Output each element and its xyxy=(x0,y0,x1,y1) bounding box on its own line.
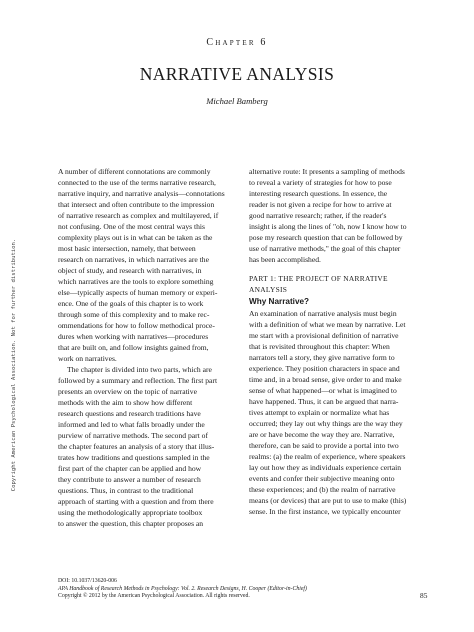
text-line: narrators tell a story, they give narrative form to xyxy=(249,353,395,362)
doi-line: DOI: 10.1037/13620-006 xyxy=(58,578,117,584)
text-line: therefore, can be said to provide a portal into two xyxy=(249,441,399,450)
left-column xyxy=(58,166,238,529)
citation-line: APA Handbook of Research Methods in Psychology: Vol. 2. Research Designs, H. Cooper (Editor-in-Chief) xyxy=(58,585,307,592)
text-line: means (or devices) that are put to use to make (this) xyxy=(249,496,407,505)
text-line: else—typically aspects of human memory or experi- xyxy=(58,288,218,297)
text-line: approach of starting with a question and from there xyxy=(58,497,214,506)
text-line: using the methodologically appropriate toolbox xyxy=(58,508,203,517)
text-line: lay out how they as individuals experience certain xyxy=(249,463,402,472)
text-line: the chapter features an analysis of a story that illus- xyxy=(58,442,215,451)
copyright-line: Copyright © 2012 by the American Psychological Association. All rights reserved. xyxy=(58,593,250,600)
text-line: followed by a summary and reflection. The first part xyxy=(58,376,218,385)
text-line: realms: (a) the realm of experience, where speakers xyxy=(249,452,406,461)
text-line: dures when working with narratives—procedures xyxy=(58,332,209,341)
text-line: occurred; they lay out why things are the way they xyxy=(249,419,403,428)
overview-paragraph xyxy=(58,364,238,529)
text-line: to reveal a variety of strategies for how to pose xyxy=(249,178,392,187)
author-name: Michael Bamberg xyxy=(206,96,268,106)
text-line: A number of different connotations are commonly xyxy=(58,167,211,176)
text-line: that is revisited throughout this chapter: When xyxy=(249,342,390,351)
text-line: with a definition of what we mean by narrative. Let xyxy=(249,320,406,329)
text-line: pose my research question that can be followed by xyxy=(249,233,403,242)
right-column xyxy=(249,166,432,517)
text-line: me start with a provisional definition of narrative xyxy=(249,331,399,340)
text-line: has been accomplished. xyxy=(249,255,321,264)
text-line: tives attempt to explain or normalize what has xyxy=(249,408,390,417)
text-line: reader is not given a recipe for how to arrive at xyxy=(249,200,392,209)
copyright-sidebar xyxy=(2,0,26,632)
text-line: methods with the aim to show how different xyxy=(58,398,193,407)
definition-paragraph xyxy=(249,308,432,517)
text-line: time and, in a broad sense, give order to and make xyxy=(249,375,402,384)
text-line: sense of what happened—or what is imagined to xyxy=(249,386,397,395)
text-line: experience. They position characters in space and xyxy=(249,364,400,373)
text-line: good narrative research; rather, if the reader's xyxy=(249,211,387,220)
copyright-notice: Copyright American Psychological Association. Not for further distribution. xyxy=(11,238,17,492)
text-line: work on narratives. xyxy=(58,354,117,363)
text-line: ommendations for how to follow methodical proce- xyxy=(58,321,215,330)
text-line: use of narrative methods," the goal of this chapter xyxy=(249,244,401,253)
text-line: to answer the question, this chapter proposes an xyxy=(58,519,204,528)
text-line: narrative inquiry, and narrative analysis—connotations xyxy=(58,189,225,198)
intro-paragraph xyxy=(58,166,238,364)
text-line: alternative route: It presents a sampling of methods xyxy=(249,167,405,176)
text-line: that intersect and often contribute to the impression xyxy=(58,200,215,209)
section-subheading: Why Narrative? xyxy=(249,297,310,306)
text-line: have happened. Thus, it can be argued that narra- xyxy=(249,397,399,406)
page-number: 85 xyxy=(420,591,428,600)
text-line: of narrative research as complex and multilayered, if xyxy=(58,211,219,220)
text-line: informed and led to what falls broadly under the xyxy=(58,420,205,429)
text-line: questions. Thus, in contrast to the traditional xyxy=(58,486,194,495)
text-line: not confusing. One of the most central ways this xyxy=(58,222,205,231)
text-line: The chapter is divided into two parts, which are xyxy=(67,365,212,374)
text-line: An examination of narrative analysis must begin xyxy=(249,309,397,318)
text-line: PART 1: THE PROJECT OF NARRATIVE xyxy=(249,274,388,283)
text-line: ANALYSIS xyxy=(249,285,288,294)
text-line: most basic intersection, namely, that between xyxy=(58,244,196,253)
continuation-paragraph xyxy=(249,166,432,265)
text-line: complexity plays out is in what can be taken as the xyxy=(58,233,213,242)
chapter-title: NARRATIVE ANALYSIS xyxy=(139,64,335,84)
text-line: ence. One of the goals of this chapter is to work xyxy=(58,299,204,308)
text-line: trates how traditions and questions sampled in the xyxy=(58,453,210,462)
text-line: interesting research questions. In essence, the xyxy=(249,189,388,198)
text-line: are or have become the way they are. Narrative, xyxy=(249,430,395,439)
text-line: that are built on, and follow insights gained from, xyxy=(58,343,209,352)
text-line: events and confer their subjective meaning onto xyxy=(249,474,395,483)
chapter-label: Chapter 6 xyxy=(206,37,268,48)
page-footer xyxy=(58,578,307,601)
text-line: purview of narrative methods. The second part of xyxy=(58,431,208,440)
text-line: first part of the chapter can be applied and how xyxy=(58,464,202,473)
text-line: connected to the use of the terms narrative research, xyxy=(58,178,216,187)
text-line: insight is along the lines of "oh, now I know how to xyxy=(249,222,407,231)
text-line: which narratives are the tools to explore something xyxy=(58,277,214,286)
text-line: research on narratives, in which narratives are the xyxy=(58,255,209,264)
text-line: through some of this complexity and to make rec- xyxy=(58,310,210,319)
text-line: these experiences; and (b) the realm of narrative xyxy=(249,485,396,494)
text-line: presents an overview on the topic of narrative xyxy=(58,387,197,396)
text-line: object of study, and research with narratives, in xyxy=(58,266,202,275)
text-line: research questions and research traditions have xyxy=(58,409,201,418)
text-line: sense. In the first instance, we typically encounter xyxy=(249,507,401,516)
text-line: they contribute to answer a number of research xyxy=(58,475,201,484)
part-heading xyxy=(249,273,432,295)
